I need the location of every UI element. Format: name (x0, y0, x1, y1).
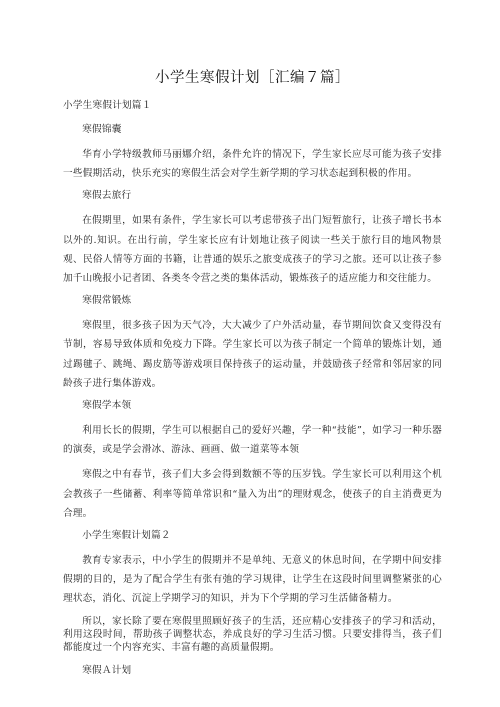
paragraph: 寒假之中有春节，孩子们大多会得到数额不等的压岁钱。学生家长可以利用这个机会教孩子一些储蓄、利率等简单常识和“量入为出”的理财观念，使孩子的自主消费更为合理。 (63, 469, 442, 519)
subheading: 寒假常锻炼 (82, 295, 132, 307)
paragraph: 利用长长的假期，学生可以根据自己的爱好兴趣，学一种“技能”，如学习一种乐器的演奏，或是学会滑冰、游泳、画画、做一道菜等本领 (63, 425, 442, 456)
subheading: 小学生寒假计划篇２ (82, 530, 171, 542)
paragraph: 寒假里，很多孩子因为天气冷，大大减少了户外活动量，春节期间饮食又变得没有节制，容易导致体质和免疫力下降。学生家长可以为孩子制定一个简单的锻炼计划，通过踢毽子、跳绳、踢皮筋等游戏项目保持孩子的运动量，并鼓励孩子经常和邻居家的同龄孩子进行集体游戏。 (63, 320, 442, 389)
subheading: 寒假锦囊 (82, 124, 122, 135)
document-title: 小学生寒假计划［汇编７篇］ (155, 70, 350, 86)
paragraph: 在假期里，如果有条件，学生家长可以考虑带孩子出门短暂旅行，让孩子增长书本以外的.知识。在出行前，学生家长应有计划地让孩子阅读一些关于旅行目的地风物景观、民俗人情等方面的书籍，让普通的娱乐之旅变成孩子的学习之旅。还可以让孩子参加千山晚报小记者团、各类冬令营之类的集体活动，锻炼孩子的适应能力和交往能力。 (63, 215, 442, 285)
paragraph: 教育专家表示，中小学生的假期并不是单纯、无意义的休息时间，在学期中间安排假期的目的，是为了配合学生有张有弛的学习规律，让学生在这段时间里调整紧张的心理状态，消化、沉淀上学期学习的知识，并为下个学期的学习生活储备精力。 (63, 555, 442, 605)
subheading: 寒假学本领 (82, 400, 132, 412)
subheading: 寒假Ａ计划 (82, 664, 132, 676)
section-heading: 小学生寒假计划篇１ (63, 100, 152, 111)
paragraph: 华育小学特级教师马丽娜介绍，条件允许的情况下，学生家长应尽可能为孩子安排一些假期活动，快乐充实的寒假生活会对学生新学期的学习状态起到积极的作用。 (63, 149, 442, 180)
subheading: 寒假去旅行 (82, 190, 132, 202)
document-body (63, 99, 442, 678)
paragraph: 所以，家长除了要在寒假里照顾好孩子的生活，还应精心安排孩子的学习和活动，利用这段时间，帮助孩子调整状态，养成良好的学习生活习惯。只要安排得当，孩子们都能度过一个内容充实、丰富有趣的高质量假期。 (63, 615, 442, 653)
